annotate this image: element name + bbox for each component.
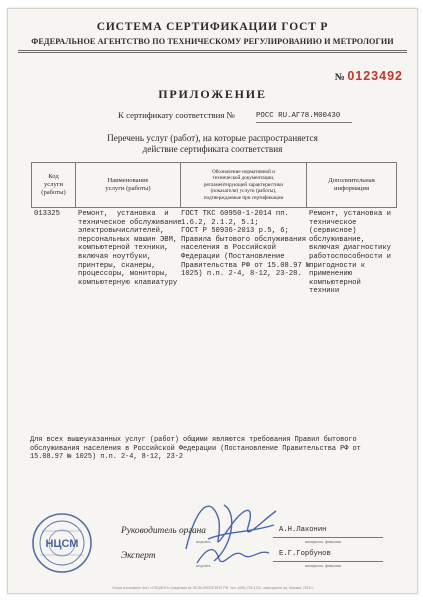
header-code-text: Код услуги (работы)	[41, 173, 66, 196]
list-title-line-1: Перечень услуг (работ), на которые распространяется	[107, 133, 318, 143]
header-name	[76, 163, 181, 208]
expert-name: Е.Г.Горбунов	[279, 550, 331, 558]
header-docs-text: Обозначение нормативной и технической документации, регламентирующей характеристики (показатели) услуги (работы), подтверждаемые при сертификации	[203, 168, 284, 201]
number-prefix: №	[334, 72, 345, 83]
header-info-text: Дополнительная информация	[328, 177, 375, 192]
header-docs	[181, 163, 307, 208]
stamp-text: НЦСМ	[45, 538, 79, 550]
certificate-sheet	[7, 8, 418, 594]
number-value: 0123492	[347, 69, 403, 83]
cert-underline	[256, 122, 352, 123]
expert-label: Эксперт	[121, 551, 156, 561]
cert-number: РОСС RU.АГ78.М00430	[256, 112, 341, 120]
expert-sign-hint: подпись	[196, 563, 211, 568]
form-number	[335, 69, 403, 83]
row-additional-info: Ремонт, установка и техническое (сервисное) обслуживание, включая диагностику работоспособности и пригодности к применению компьютерной техники	[309, 210, 391, 296]
general-requirements-note: Для всех вышеуказанных услуг (работ) общими являются требования Правил бытового обслуживания населения в Российской Федерации (Постановление Правительства РФ от 15.08.97 № 1025) п.п. 2-4, 8-12, 23-2	[30, 436, 361, 462]
agency-title: ФЕДЕРАЛЬНОЕ АГЕНТСТВО ПО ТЕХНИЧЕСКОМУ РЕГУЛИРОВАНИЮ И МЕТРОЛОГИИ	[31, 37, 394, 46]
list-title	[8, 133, 417, 155]
appendix-title: ПРИЛОЖЕНИЕ	[158, 87, 267, 101]
services-table	[31, 162, 397, 208]
header-code	[32, 163, 76, 208]
expert-signature-line	[273, 561, 383, 562]
row-documents: ГОСТ ТКС 60950-1-2014 пп. 1.6.2, 2.1.2, 5.1; ГОСТ Р 50936-2013 р.5, 6; Правила бытового обслуживания населения в Российской Федерации (Постановление Правительства РФ от 15.08.97 № 1025) п.п. 2-4, 8-12, 23-28.	[181, 210, 311, 279]
expert-name-hint: инициалы, фамилия	[305, 563, 341, 568]
head-of-body-label: Руководитель органа	[121, 526, 206, 536]
head-name: А.Н.Лаконин	[279, 526, 327, 534]
row-service-name: Ремонт, установка и техническое обслуживание электровычислителей, персональных машин ЭВМ, компьютерной техники, включая ноутбуки, принтеры, сканеры, процессоры, мониторы, компьютерную клавиатуру	[78, 210, 182, 287]
row-code: 013325	[34, 210, 60, 218]
header-rule-2	[18, 52, 407, 53]
head-sign-hint: подпись	[196, 539, 211, 544]
header-name-text: Наименование услуги (работы)	[105, 177, 151, 192]
head-name-hint: инициалы, фамилия	[305, 539, 341, 544]
system-title: СИСТЕМА СЕРТИФИКАЦИИ ГОСТ Р	[96, 21, 329, 33]
printer-fine-print: Бланк изготовлен ЗАО «ОПЦИОН» (лицензия № 05-05-09/003 ФНС РФ, тел. (495) 726 4742, www.opcion.ru), Москва, 2015 г.	[112, 586, 314, 590]
list-title-line-2: действие сертификата соответствия	[142, 144, 283, 154]
header-info	[307, 163, 397, 208]
head-signature-line	[273, 537, 383, 538]
cert-label: К сертификату соответствия №	[118, 110, 236, 120]
header-rule-1	[18, 50, 407, 51]
seal-stamp	[30, 511, 94, 575]
